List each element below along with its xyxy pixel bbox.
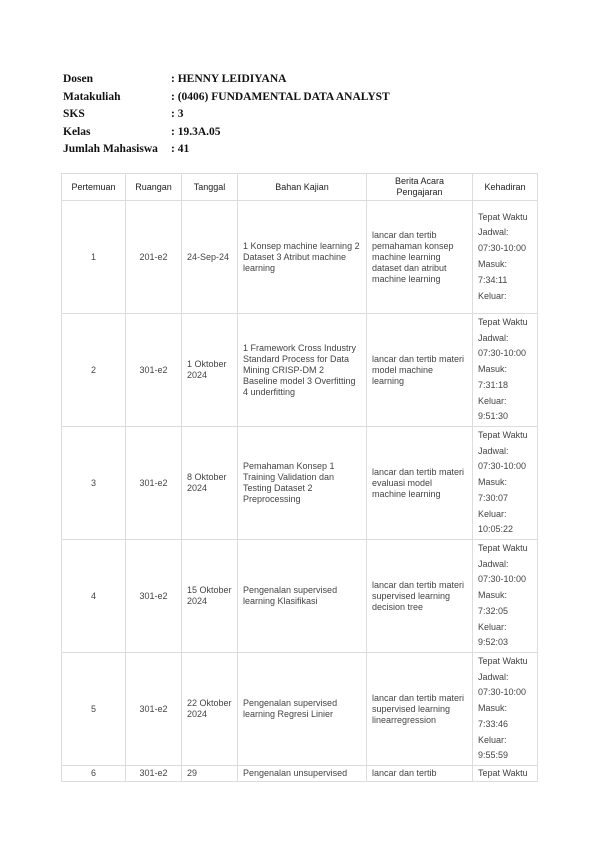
kehadiran-masuk: 7:34:11 bbox=[478, 274, 508, 285]
kehadiran-keluar: 9:55:59 bbox=[478, 750, 509, 761]
table-row bbox=[62, 314, 538, 427]
table-header-row bbox=[62, 174, 538, 201]
kehadiran-jadwal-label: Jadwal: bbox=[478, 332, 509, 343]
cell-pertemuan: 3 bbox=[62, 427, 126, 540]
cell-berita-acara: lancar dan tertib materi model machine learning bbox=[367, 314, 473, 427]
kehadiran-status: Tepat Waktu bbox=[478, 316, 528, 327]
kehadiran-masuk-label: Masuk: bbox=[478, 590, 508, 601]
cell-ruangan: 301-e2 bbox=[126, 653, 182, 766]
kehadiran-status: Tepat Waktu bbox=[478, 655, 528, 666]
info-row-sks bbox=[63, 106, 390, 124]
info-row-kelas bbox=[63, 124, 390, 142]
cell-kehadiran bbox=[473, 766, 538, 782]
cell-tanggal: 29 bbox=[182, 766, 238, 782]
table-body bbox=[62, 201, 538, 782]
cell-kehadiran bbox=[473, 653, 538, 766]
cell-pertemuan: 1 bbox=[62, 201, 126, 314]
course-info bbox=[63, 71, 390, 159]
cell-kehadiran bbox=[473, 427, 538, 540]
info-row-jumlah-mahasiswa bbox=[63, 141, 390, 159]
kehadiran-jadwal-label: Jadwal: bbox=[478, 558, 509, 569]
kehadiran-jadwal: 07:30-10:00 bbox=[478, 687, 527, 698]
cell-kehadiran bbox=[473, 201, 538, 314]
attendance-table bbox=[61, 173, 538, 782]
kehadiran-keluar-label: Keluar: bbox=[478, 621, 507, 632]
cell-berita-acara: lancar dan tertib bbox=[367, 766, 473, 782]
kehadiran-status: Tepat Waktu bbox=[478, 768, 528, 778]
kehadiran-masuk-label: Masuk: bbox=[478, 364, 508, 375]
cell-ruangan: 201-e2 bbox=[126, 201, 182, 314]
kehadiran-status: Tepat Waktu bbox=[478, 429, 528, 440]
kehadiran-keluar: 9:51:30 bbox=[478, 411, 509, 422]
cell-tanggal: 1 Oktober 2024 bbox=[182, 314, 238, 427]
cell-tanggal: 8 Oktober 2024 bbox=[182, 427, 238, 540]
kehadiran-masuk: 7:31:18 bbox=[478, 379, 509, 390]
kehadiran-jadwal-label: Jadwal: bbox=[478, 671, 509, 682]
info-value: : (0406) FUNDAMENTAL DATA ANALYST bbox=[171, 90, 390, 103]
header-ruangan: Ruangan bbox=[126, 174, 182, 201]
info-value: : 3 bbox=[171, 108, 184, 120]
kehadiran-masuk: 7:30:07 bbox=[478, 492, 509, 503]
cell-berita-acara: lancar dan tertib materi evaluasi model machine learning bbox=[367, 427, 473, 540]
table-row bbox=[62, 540, 538, 653]
kehadiran-masuk: 7:32:05 bbox=[478, 605, 509, 616]
header-pertemuan: Pertemuan bbox=[62, 174, 126, 201]
header-bahan-kajian: Bahan Kajian bbox=[238, 174, 367, 201]
cell-bahan-kajian: Pengenalan supervised learning Klasifikasi bbox=[238, 540, 367, 653]
header-tanggal: Tanggal bbox=[182, 174, 238, 201]
kehadiran-jadwal: 07:30-10:00 bbox=[478, 348, 527, 359]
cell-berita-acara: lancar dan tertib materi supervised learning linearregression bbox=[367, 653, 473, 766]
cell-berita-acara: lancar dan tertib materi supervised learning decision tree bbox=[367, 540, 473, 653]
info-label: Matakuliah bbox=[63, 90, 121, 103]
cell-bahan-kajian: Pemahaman Konsep 1 Training Validation dan Testing Dataset 2 Preprocessing bbox=[238, 427, 367, 540]
kehadiran-masuk: 7:33:46 bbox=[478, 718, 509, 729]
info-row-matakuliah bbox=[63, 89, 390, 107]
kehadiran-keluar-label: Keluar: bbox=[478, 290, 507, 301]
kehadiran-jadwal: 07:30-10:00 bbox=[478, 243, 527, 254]
cell-ruangan: 301-e2 bbox=[126, 540, 182, 653]
kehadiran-status: Tepat Waktu bbox=[478, 211, 528, 222]
kehadiran-masuk-label: Masuk: bbox=[478, 477, 508, 488]
kehadiran-keluar-label: Keluar: bbox=[478, 395, 507, 406]
cell-tanggal: 22 Oktober 2024 bbox=[182, 653, 238, 766]
kehadiran-keluar-label: Keluar: bbox=[478, 508, 507, 519]
cell-bahan-kajian: 1 Konsep machine learning 2 Dataset 3 Atribut machine learning bbox=[238, 201, 367, 314]
table-row bbox=[62, 201, 538, 314]
kehadiran-keluar: 10:05:22 bbox=[478, 524, 514, 535]
cell-tanggal: 24-Sep-24 bbox=[182, 201, 238, 314]
info-value: : HENNY LEIDIYANA bbox=[171, 73, 287, 85]
cell-ruangan: 301-e2 bbox=[126, 314, 182, 427]
cell-bahan-kajian: Pengenalan supervised learning Regresi Linier bbox=[238, 653, 367, 766]
info-label: Kelas bbox=[63, 125, 91, 138]
info-label: Jumlah Mahasiswa bbox=[63, 143, 158, 155]
kehadiran-keluar-label: Keluar: bbox=[478, 734, 507, 745]
kehadiran-jadwal: 07:30-10:00 bbox=[478, 461, 527, 472]
header-kehadiran: Kehadiran bbox=[473, 174, 538, 201]
info-value: : 19.3A.05 bbox=[171, 125, 221, 138]
kehadiran-jadwal-label: Jadwal: bbox=[478, 445, 509, 456]
cell-kehadiran bbox=[473, 540, 538, 653]
table-row bbox=[62, 766, 538, 782]
info-label: Dosen bbox=[63, 73, 94, 85]
cell-kehadiran bbox=[473, 314, 538, 427]
cell-pertemuan: 6 bbox=[62, 766, 126, 782]
table-row bbox=[62, 427, 538, 540]
info-value: : 41 bbox=[171, 143, 190, 155]
cell-bahan-kajian: Pengenalan unsupervised bbox=[238, 766, 367, 782]
kehadiran-masuk-label: Masuk: bbox=[478, 259, 508, 269]
kehadiran-jadwal: 07:30-10:00 bbox=[478, 574, 527, 585]
cell-pertemuan: 4 bbox=[62, 540, 126, 653]
header-berita-acara: Berita Acara Pengajaran bbox=[367, 174, 473, 201]
cell-pertemuan: 5 bbox=[62, 653, 126, 766]
kehadiran-keluar: 9:52:03 bbox=[478, 637, 509, 648]
info-label: SKS bbox=[63, 108, 85, 120]
table-row bbox=[62, 653, 538, 766]
cell-ruangan: 301-e2 bbox=[126, 427, 182, 540]
cell-tanggal: 15 Oktober 2024 bbox=[182, 540, 238, 653]
info-row-dosen bbox=[63, 71, 390, 89]
cell-bahan-kajian: 1 Framework Cross Industry Standard Process for Data Mining CRISP-DM 2 Baseline model 3 Overfitting 4 underfitting bbox=[238, 314, 367, 427]
cell-ruangan: 301-e2 bbox=[126, 766, 182, 782]
kehadiran-masuk-label: Masuk: bbox=[478, 703, 508, 714]
cell-berita-acara: lancar dan tertib pemahaman konsep machine learning dataset dan atribut machine learning bbox=[367, 201, 473, 314]
kehadiran-jadwal-label: Jadwal: bbox=[478, 227, 509, 238]
cell-pertemuan: 2 bbox=[62, 314, 126, 427]
kehadiran-status: Tepat Waktu bbox=[478, 542, 528, 553]
